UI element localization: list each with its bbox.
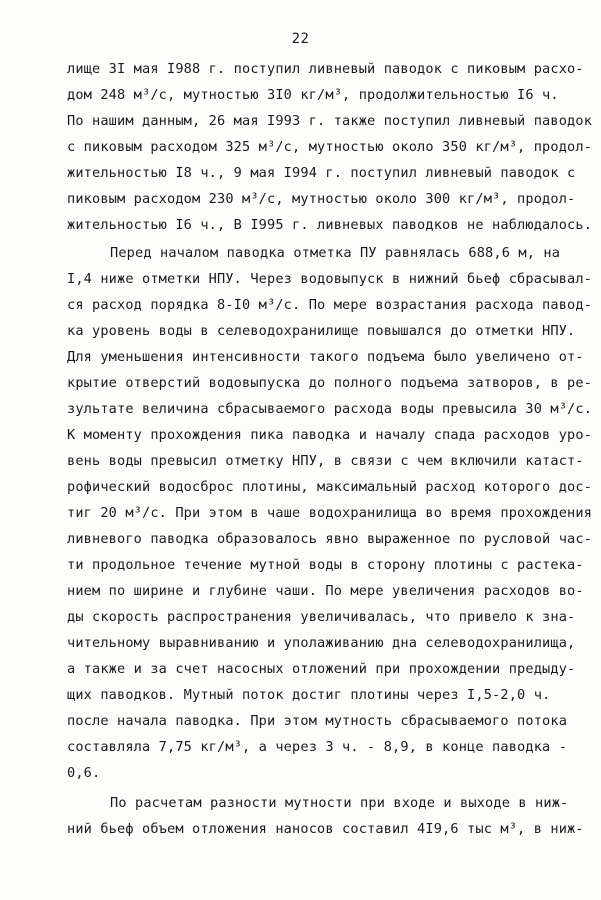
- text-line: чительному выравниванию и уполаживанию дна селеводохранилища,: [67, 635, 576, 651]
- text-line: Для уменьшения интенсивности такого подъема было увеличено от-: [67, 349, 584, 365]
- text-line: пиковым расходом 230 м³/с, мутностью около 300 кг/м³, продол-: [67, 191, 576, 207]
- text-line: ся расход порядка 8-I0 м³/с. По мере возрастания расхода павод-: [67, 297, 593, 313]
- text-line: ти продольное течение мутной воды в сторону плотины с растека-: [67, 557, 584, 573]
- text-line: жительностью I8 ч., 9 мая I994 г. поступил ливневый паводок с: [67, 165, 576, 181]
- text-line: крытие отверстий водовыпуска до полного подъема затворов, в ре-: [67, 375, 593, 391]
- text-line: щих паводков. Мутный поток достиг плотины через I,5-2,0 ч.: [67, 687, 551, 703]
- text-line: после начала паводка. При этом мутность сбрасываемого потока: [67, 713, 568, 729]
- text-line: тиг 20 м³/с. При этом в чаше водохранилища во время прохождения: [67, 505, 593, 521]
- page-number: 22: [291, 31, 310, 47]
- text-line: 0,6.: [67, 765, 101, 781]
- text-line: К моменту прохождения пика паводка и началу спада расходов уро-: [67, 427, 593, 443]
- text-line: составляла 7,75 кг/м³, а через 3 ч. - 8,9, в конце паводка -: [67, 739, 568, 755]
- text-line: По расчетам разности мутности при входе и выходе в ниж-: [110, 795, 569, 811]
- text-line: По нашим данным, 26 мая I993 г. также поступил ливневый паводок: [67, 113, 593, 129]
- text-line: жительностью I6 ч., В I995 г. ливневых паводков не наблюдалось.: [67, 217, 593, 233]
- text-line: с пиковым расходом 325 м³/с, мутностью около 350 кг/м³, продол-: [67, 139, 593, 155]
- text-line: ка уровень воды в селеводохранилище повышался до отметки НПУ.: [67, 323, 576, 339]
- text-line: вень воды превысил отметку НПУ, в связи с чем включили катаст-: [67, 453, 584, 469]
- text-line: рофический водосброс плотины, максимальный расход которого дос-: [67, 479, 593, 495]
- text-line: I,4 ниже отметки НПУ. Через водовыпуск в нижний бьеф сбрасывал-: [67, 271, 593, 287]
- text-line: ливневого паводка образовалось явно выраженное по русловой час-: [67, 531, 593, 547]
- text-line: а также и за счет насосных отложений при прохождении предыду-: [67, 661, 576, 677]
- text-line: лище 3I мая I988 г. поступил ливневый паводок с пиковым расхо-: [67, 61, 584, 77]
- text-line: ды скорость распространения увеличивалась, что привело к зна-: [67, 609, 576, 625]
- text-line: ний бьеф объем отложения наносов составил 4I9,6 тыс м³, в ниж-: [67, 821, 584, 837]
- text-line: дом 248 м³/с, мутностью 3I0 кг/м³, продолжительностью I6 ч.: [67, 87, 559, 103]
- text-line: зультате величина сбрасываемого расхода воды превысила 30 м³/с.: [67, 401, 593, 417]
- text-line: нием по ширине и глубине чаши. По мере увеличения расходов во-: [67, 583, 584, 599]
- text-line: Перед началом паводка отметка ПУ равнялась 688,6 м, на: [110, 245, 561, 261]
